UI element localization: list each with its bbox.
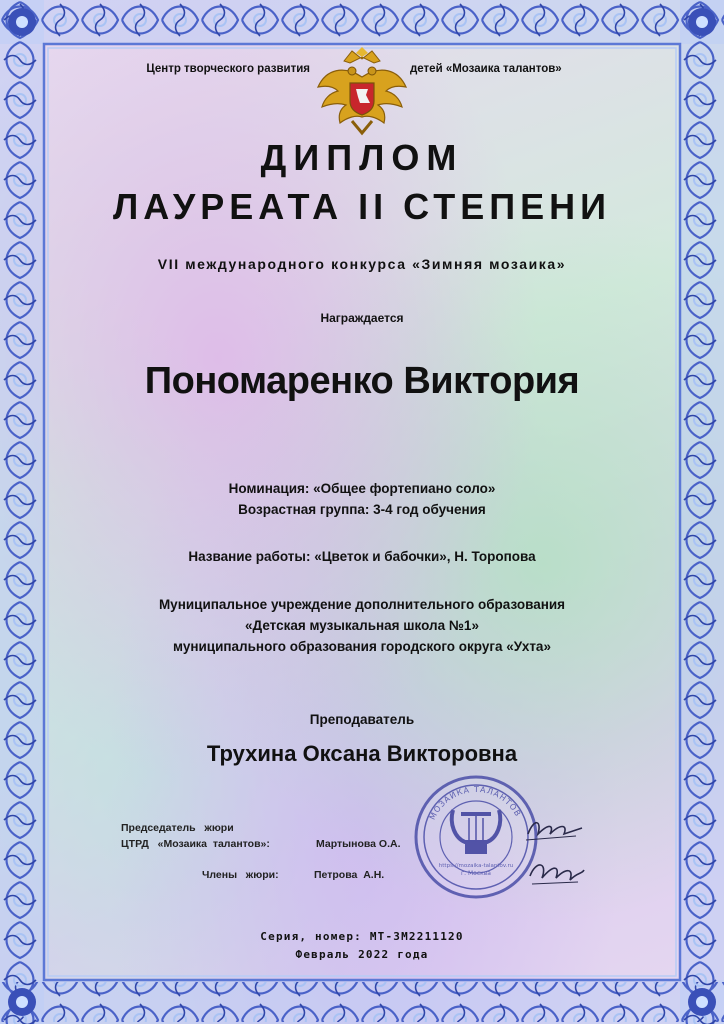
awarded-label: Награждается — [320, 311, 404, 325]
russian-coat-of-arms-icon — [316, 47, 408, 139]
teacher-name: Трухина Оксана Викторовна — [206, 741, 518, 766]
laureate-name: Пономаренко Виктория — [144, 360, 580, 402]
jury-members-name: Петрова А.Н. — [314, 869, 385, 881]
jury-chair-organization: ЦТРД «Мозаика талантов»: — [121, 838, 270, 850]
jury-chair-name: Мартынова О.А. — [316, 838, 401, 850]
jury-chair-label: Председатель жюри — [121, 822, 234, 834]
series-number: Серия, номер: МТ-ЗМ2211120 — [260, 930, 464, 943]
work-title: Название работы: «Цветок и бабочки», Н. Торопова — [188, 549, 536, 564]
stamp-ring-text: МОЗАИКА ТАЛАНТОВ — [427, 784, 523, 822]
issue-date: Февраль 2022 года — [295, 948, 429, 961]
teacher-label: Преподаватель — [309, 712, 415, 727]
institution-line-3: муниципального образования городского округа «Ухта» — [173, 639, 551, 654]
stamp-city: г. Москва — [461, 870, 491, 877]
institution-line-1: Муниципальное учреждение дополнительного образования — [158, 597, 566, 612]
age-group: Возрастная группа: 3-4 год обучения — [238, 502, 486, 517]
jury-members-label: Члены жюри: — [202, 869, 279, 881]
organizer-name-right: детей «Мозаика талантов» — [410, 63, 562, 75]
diploma-degree: ЛАУРЕАТА II СТЕПЕНИ — [112, 186, 612, 227]
contest-name: VII международного конкурса «Зимняя мозаика» — [157, 256, 567, 272]
diploma-title: ДИПЛОМ — [260, 137, 464, 178]
organizer-name-left: Центр творческого развития — [146, 63, 310, 75]
nomination: Номинация: «Общее фортепиано соло» — [228, 481, 496, 496]
stamp-url: https://mozaika-talantov.ru — [438, 863, 514, 869]
handwritten-signatures — [520, 812, 590, 892]
institution-line-2: «Детская музыкальная школа №1» — [245, 618, 479, 633]
